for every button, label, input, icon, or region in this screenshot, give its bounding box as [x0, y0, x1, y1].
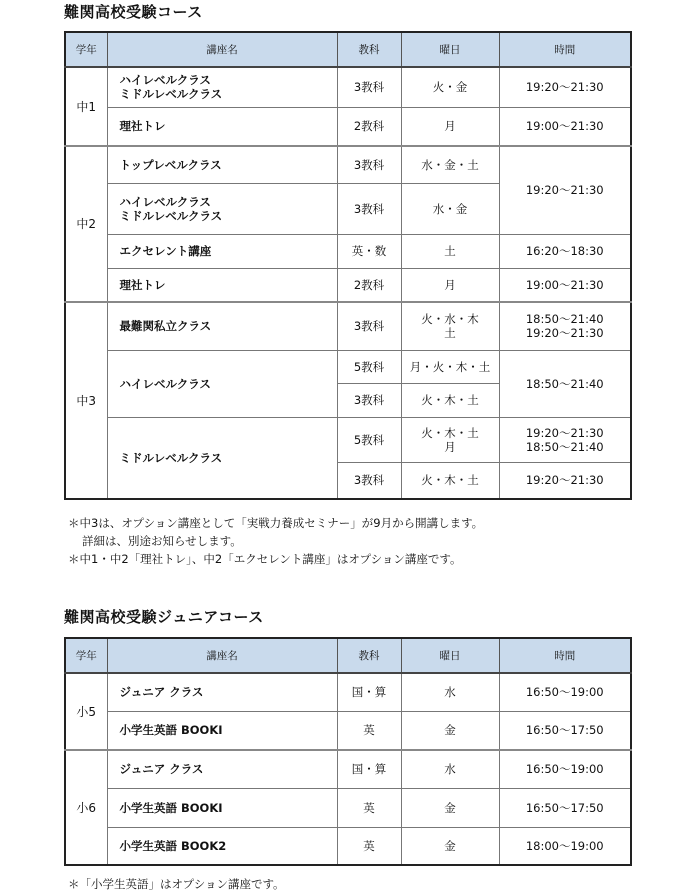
- course-table-senior: [64, 31, 632, 500]
- days-cell: 水: [401, 750, 499, 788]
- header-grade: 学年: [65, 32, 107, 67]
- grade-cell: 小5: [65, 673, 107, 750]
- section-title-junior: 難関高校受験ジュニアコース: [64, 608, 264, 626]
- days-cell: 金: [401, 711, 499, 750]
- subjects-cell: 3教科: [337, 302, 401, 350]
- subjects-cell: 3教科: [337, 462, 401, 499]
- days-cell: 火・木・土 月: [401, 417, 499, 462]
- table-row: [65, 350, 631, 383]
- course-name-cell: 理社トレ: [107, 107, 337, 146]
- header-subjects: 教科: [337, 638, 401, 673]
- course-name-cell: トップレベルクラス: [107, 146, 337, 183]
- section-title-senior: 難関高校受験コース: [64, 3, 203, 21]
- course-name-cell: ミドルレベルクラス: [107, 417, 337, 499]
- grade-cell: 小6: [65, 750, 107, 865]
- time-cell: 16:50〜17:50: [499, 788, 631, 827]
- table-row: [65, 827, 631, 865]
- grade-cell: 中2: [65, 146, 107, 302]
- subjects-cell: 2教科: [337, 107, 401, 146]
- subjects-cell: 3教科: [337, 146, 401, 183]
- header-time: 時間: [499, 32, 631, 67]
- table-row: [65, 146, 631, 183]
- course-name-cell: ジュニア クラス: [107, 673, 337, 711]
- subjects-cell: 3教科: [337, 67, 401, 107]
- table-header-row: [65, 32, 631, 67]
- subjects-cell: 英: [337, 711, 401, 750]
- subjects-cell: 3教科: [337, 383, 401, 417]
- course-name-cell: 理社トレ: [107, 268, 337, 302]
- days-cell: 月: [401, 107, 499, 146]
- days-cell: 火・金: [401, 67, 499, 107]
- subjects-cell: 2教科: [337, 268, 401, 302]
- subjects-cell: 5教科: [337, 350, 401, 383]
- subjects-cell: 国・算: [337, 750, 401, 788]
- course-name-cell: 小学生英語 BOOK2: [107, 827, 337, 865]
- days-cell: 金: [401, 788, 499, 827]
- course-name-cell: ジュニア クラス: [107, 750, 337, 788]
- table-row: [65, 417, 631, 462]
- time-cell: 19:20〜21:30: [499, 146, 631, 234]
- table-row: [65, 107, 631, 146]
- time-cell: 16:20〜18:30: [499, 234, 631, 268]
- time-cell: 16:50〜19:00: [499, 750, 631, 788]
- course-name-cell: 小学生英語 BOOKⅠ: [107, 788, 337, 827]
- table-row: [65, 750, 631, 788]
- course-table-junior: [64, 637, 632, 866]
- course-name-cell: 最難関私立クラス: [107, 302, 337, 350]
- table-row: [65, 234, 631, 268]
- subjects-cell: 英: [337, 788, 401, 827]
- course-name-cell: エクセレント講座: [107, 234, 337, 268]
- subjects-cell: 英: [337, 827, 401, 865]
- header-course: 講座名: [107, 638, 337, 673]
- time-cell: 19:20〜21:30: [499, 462, 631, 499]
- days-cell: 火・木・土: [401, 462, 499, 499]
- table-row: [65, 268, 631, 302]
- table-row: [65, 673, 631, 711]
- table-row: [65, 302, 631, 350]
- time-cell: 18:50〜21:40 19:20〜21:30: [499, 302, 631, 350]
- table-row: [65, 67, 631, 107]
- table-header-row: [65, 638, 631, 673]
- days-cell: 火・木・土: [401, 383, 499, 417]
- time-cell: 18:00〜19:00: [499, 827, 631, 865]
- header-days: 曜日: [401, 638, 499, 673]
- time-cell: 16:50〜19:00: [499, 673, 631, 711]
- time-cell: 19:20〜21:30: [499, 67, 631, 107]
- time-cell: 19:00〜21:30: [499, 268, 631, 302]
- note-line: 詳細は、別途お知らせします。: [82, 534, 242, 548]
- notes-senior: [68, 514, 483, 568]
- days-cell: 水: [401, 673, 499, 711]
- grade-cell: 中1: [65, 67, 107, 146]
- note-line: ＊「小学生英語」はオプション講座です。: [68, 877, 285, 891]
- course-name-cell: ハイレベルクラス ミドルレベルクラス: [107, 67, 337, 107]
- course-name-cell: ハイレベルクラス: [107, 350, 337, 417]
- subjects-cell: 5教科: [337, 417, 401, 462]
- table-row: [65, 788, 631, 827]
- subjects-cell: 英・数: [337, 234, 401, 268]
- days-cell: 火・水・木 土: [401, 302, 499, 350]
- subjects-cell: 3教科: [337, 183, 401, 234]
- time-cell: 19:20〜21:30 18:50〜21:40: [499, 417, 631, 462]
- grade-cell: 中3: [65, 302, 107, 499]
- header-course: 講座名: [107, 32, 337, 67]
- days-cell: 水・金・土: [401, 146, 499, 183]
- days-cell: 月: [401, 268, 499, 302]
- note-line: ＊中1・中2「理社トレ」、中2「エクセレント講座」はオプション講座です。: [68, 552, 462, 566]
- course-name-cell: 小学生英語 BOOKⅠ: [107, 711, 337, 750]
- time-cell: 19:00〜21:30: [499, 107, 631, 146]
- days-cell: 土: [401, 234, 499, 268]
- days-cell: 金: [401, 827, 499, 865]
- notes-junior: [68, 875, 285, 893]
- header-days: 曜日: [401, 32, 499, 67]
- note-line: ＊中3は、オプション講座として「実戦力養成セミナー」が9月から開講します。: [68, 516, 484, 530]
- subjects-cell: 国・算: [337, 673, 401, 711]
- days-cell: 月・火・木・土: [401, 350, 499, 383]
- days-cell: 水・金: [401, 183, 499, 234]
- time-cell: 16:50〜17:50: [499, 711, 631, 750]
- time-cell: 18:50〜21:40: [499, 350, 631, 417]
- header-time: 時間: [499, 638, 631, 673]
- table-row: [65, 711, 631, 750]
- course-name-cell: ハイレベルクラス ミドルレベルクラス: [107, 183, 337, 234]
- header-grade: 学年: [65, 638, 107, 673]
- header-subjects: 教科: [337, 32, 401, 67]
